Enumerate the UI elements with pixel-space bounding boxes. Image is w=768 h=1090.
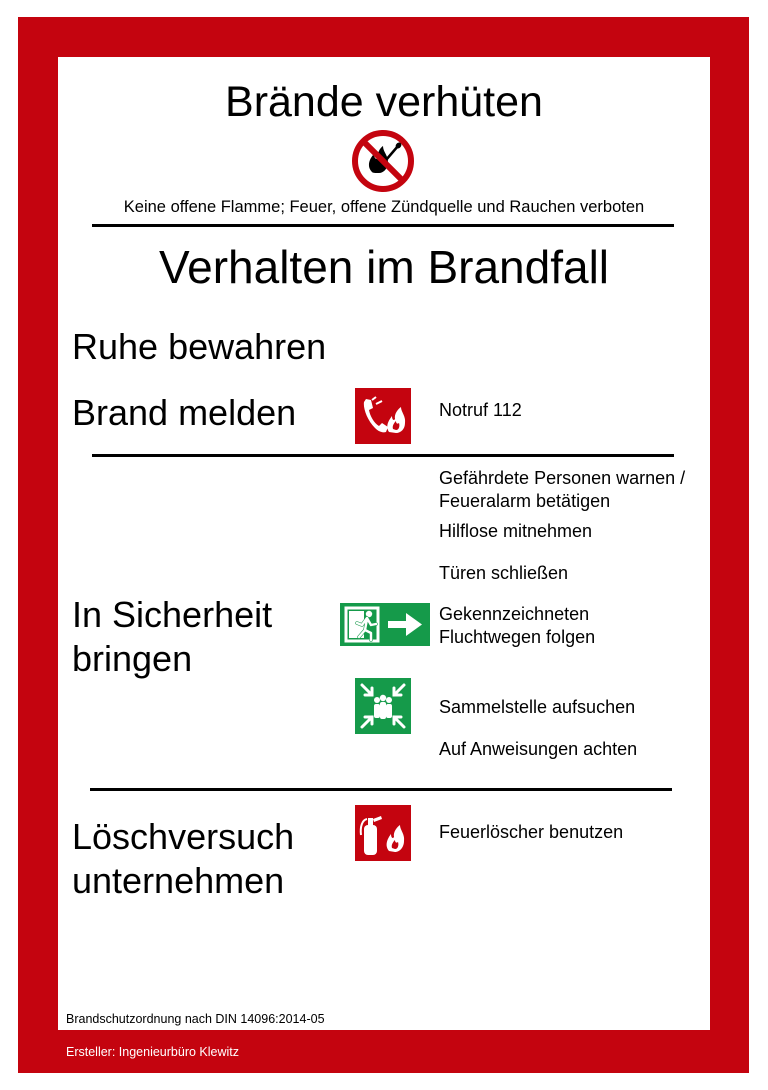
instruction-alarm: Feueralarm betätigen [439,491,611,511]
extinguish-heading-line2: unternehmen [72,860,285,901]
instruction-warn: Gefährdete Personen warnen / [439,468,686,488]
extinguish-heading-line1: Löschversuch [72,816,295,857]
safety-heading-line1: In Sicherheit [72,594,273,635]
instruction-escape-1: Gekennzeichneten [439,604,590,624]
no-open-flame-icon [350,128,416,194]
report-heading: Brand melden [72,392,297,433]
prohibition-text: Keine offene Flamme; Feuer, offene Zündquelle und Rauchen verboten [123,198,645,216]
standard-reference: Brandschutzordnung nach DIN 14096:2014-05 [66,1012,325,1026]
instruction-doors: Türen schließen [439,563,569,583]
assembly-point-icon [355,678,411,734]
fire-extinguisher-icon [355,805,411,861]
extinguish-instruction: Feuerlöscher benutzen [439,822,624,842]
divider [92,454,674,457]
divider [92,224,674,227]
calm-heading: Ruhe bewahren [72,326,327,367]
instruction-follow: Auf Anweisungen achten [439,739,638,759]
author-credit: Ersteller: Ingenieurbüro Klewitz [66,1045,239,1059]
instruction-helpless: Hilflose mitnehmen [439,521,593,541]
safety-heading-line2: bringen [72,638,193,679]
divider [90,788,672,791]
main-title: Verhalten im Brandfall [158,241,610,293]
prevention-title: Brände verhüten [225,78,543,126]
fire-emergency-phone-icon [355,388,411,444]
instruction-escape-2: Fluchtwegen folgen [439,627,596,647]
emergency-exit-icon [340,603,430,646]
instruction-assembly: Sammelstelle aufsuchen [439,697,636,717]
report-instruction: Notruf 112 [439,400,522,420]
